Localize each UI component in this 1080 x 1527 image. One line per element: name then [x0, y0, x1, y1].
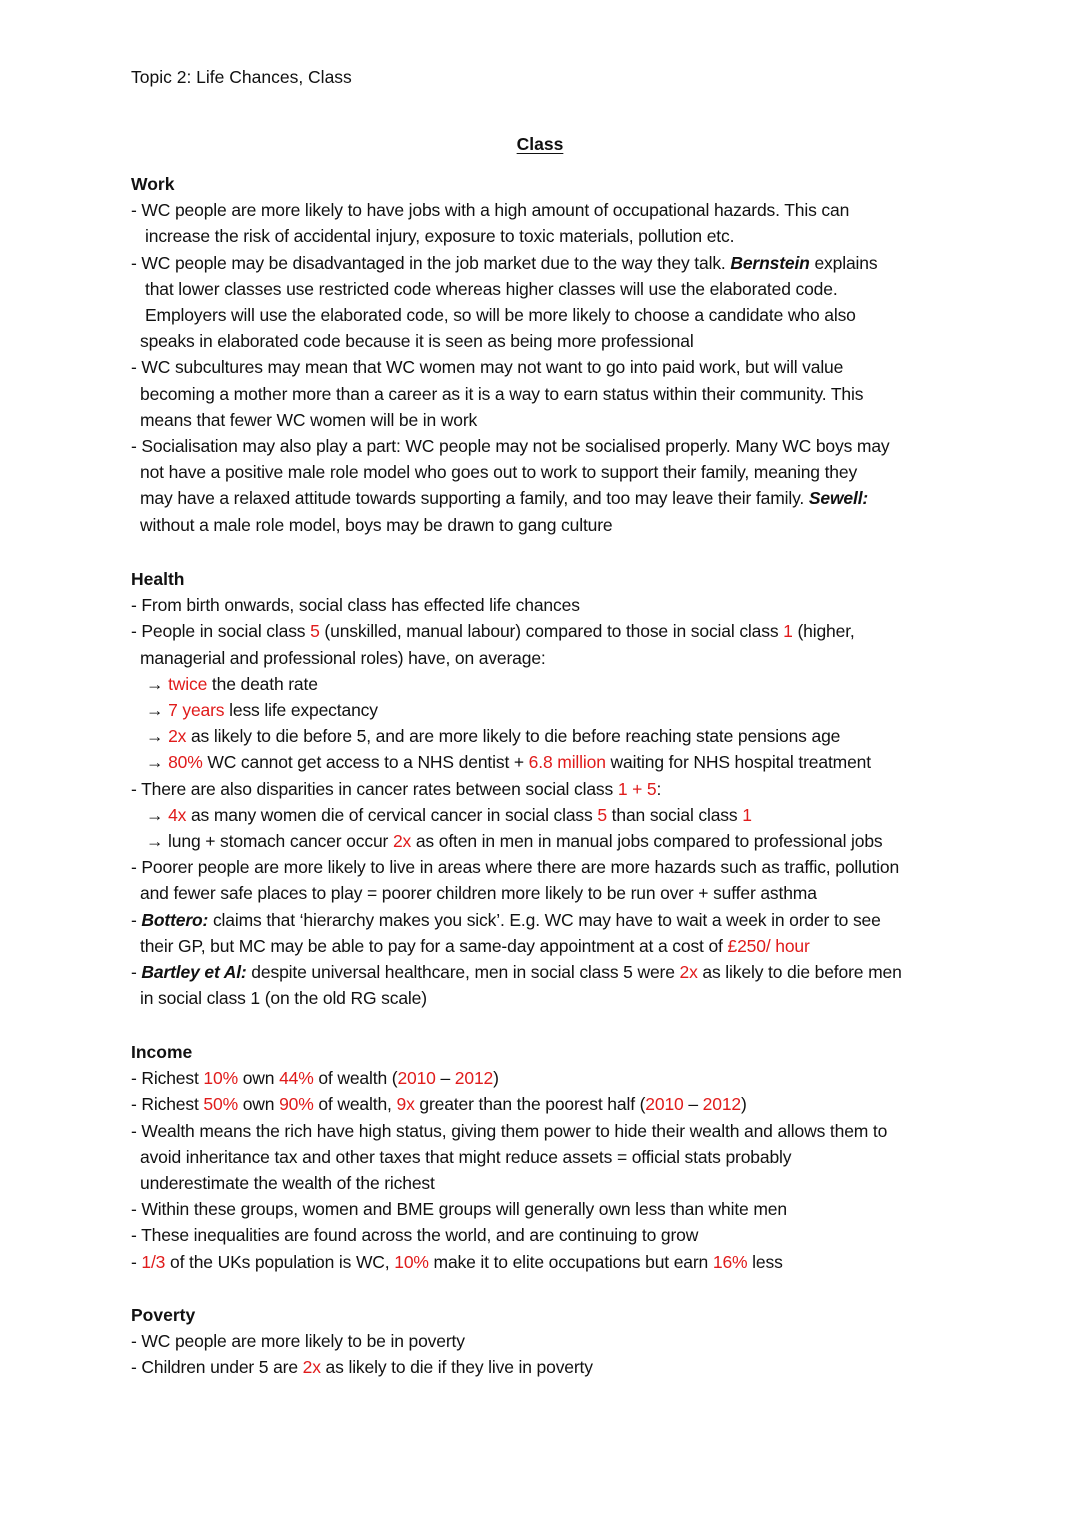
text-segment: the death rate: [207, 673, 318, 694]
text-line: [131, 961, 902, 983]
text-segment: explains: [809, 252, 878, 273]
text-line: [145, 304, 856, 326]
text-segment: as likely to die before 5, and are more likely to die before reaching state pensions age: [186, 726, 841, 747]
text-segment: - Wealth means the rich have high status, giving them power to hide their wealth and allows them to: [131, 1120, 888, 1141]
text-segment: means that fewer WC women will be in work: [140, 409, 478, 430]
section-heading: Health: [131, 569, 185, 589]
text-segment: →: [146, 804, 169, 825]
highlight-stat: 2x: [392, 831, 412, 851]
text-segment: may have a relaxed attitude towards supporting a family, and too may leave their family.: [140, 488, 809, 509]
section-heading: Poverty: [131, 1305, 196, 1325]
text-line: [131, 1330, 465, 1352]
text-line: [145, 225, 734, 247]
text-line: [145, 278, 838, 300]
text-segment: in social class 1 (on the old RG scale): [140, 988, 427, 1009]
highlight-stat: 1: [783, 621, 793, 642]
text-segment: ): [493, 1068, 499, 1089]
text-line: [131, 1093, 747, 1115]
text-line: [146, 804, 752, 826]
text-line: [131, 252, 877, 274]
text-segment: - There are also disparities in cancer rates between social class: [131, 778, 618, 799]
text-line: [140, 461, 857, 483]
text-segment: →: [146, 673, 169, 694]
text-line: [146, 699, 378, 721]
highlight-stat: 2012: [454, 1068, 494, 1089]
highlight-stat: 2x: [168, 726, 187, 747]
text-segment: → lung + stomach cancer occur: [146, 831, 393, 851]
text-line: [140, 409, 477, 431]
text-segment: that lower classes use restricted code whereas higher classes will use the elaborated code.: [145, 278, 838, 299]
text-segment: of the UKs population is WC,: [165, 1251, 395, 1272]
highlight-stat: 1: [742, 804, 752, 825]
text-line: [131, 1251, 783, 1273]
text-segment: →: [146, 700, 169, 720]
text-segment: - Richest: [131, 1068, 204, 1089]
text-line: [140, 882, 817, 904]
text-segment: - Children under 5 are: [131, 1357, 303, 1378]
page-title: [0, 133, 1080, 155]
text-segment: - Poorer people are more likely to live in areas where there are more hazards such as traffic, pollution: [131, 857, 900, 878]
text-segment: as many women die of cervical cancer in social class: [186, 804, 598, 825]
text-segment: waiting for NHS hospital treatment: [605, 752, 871, 773]
text-segment: than social class: [606, 804, 743, 825]
text-segment: ): [741, 1094, 747, 1115]
section-heading: Work: [131, 174, 175, 194]
text-segment: - Socialisation may also play a part: WC people may not be socialised properly. Many WC boys may: [131, 436, 890, 456]
text-segment: make it to elite occupations but earn: [428, 1251, 713, 1272]
text-line: [131, 199, 849, 221]
text-segment: -: [131, 962, 142, 982]
text-segment: :: [656, 778, 662, 799]
text-segment: not have a positive male role model who goes out to work to support their family, meaning they: [140, 462, 858, 483]
text-segment: - People in social class: [131, 621, 311, 642]
section-heading: Income: [131, 1042, 193, 1062]
highlight-stat: 10%: [203, 1068, 238, 1089]
text-line: [131, 594, 580, 616]
text-segment: claims that ‘hierarchy makes you sick’. E.g. WC may have to wait a week in order to see: [208, 909, 881, 930]
text-segment: speaks in elaborated code because it is seen as being more professional: [140, 331, 694, 352]
text-line: [131, 435, 890, 457]
text-segment: and fewer safe places to play = poorer children more likely to be run over + suffer asthma: [140, 883, 817, 904]
highlight-stat: 1/3: [141, 1251, 166, 1272]
text-segment: avoid inheritance tax and other taxes that might reduce assets = official stats probably: [140, 1146, 792, 1167]
text-line: [140, 514, 613, 536]
highlight-stat: 16%: [712, 1251, 748, 1272]
author-name: Bartley et Al:: [141, 962, 247, 982]
text-line: [146, 830, 883, 852]
text-segment: of wealth,: [313, 1094, 397, 1115]
text-line: [146, 673, 318, 695]
text-segment: -: [131, 909, 142, 930]
text-segment: - These inequalities are found across the world, and are continuing to grow: [131, 1225, 699, 1246]
text-line: [131, 1120, 887, 1142]
text-segment: less life expectancy: [224, 700, 378, 720]
text-segment: - WC people may be disadvantaged in the job market due to the way they talk.: [131, 252, 731, 273]
text-line: [131, 1224, 698, 1246]
highlight-stat: 2x: [302, 1357, 321, 1378]
text-segment: their GP, but MC may be able to pay for a same-day appointment at a cost of: [140, 935, 728, 956]
highlight-stat: 4x: [168, 804, 187, 825]
highlight-stat: £250/ hour: [727, 935, 810, 956]
text-segment: less: [747, 1251, 783, 1272]
highlight-stat: 2x: [679, 962, 698, 982]
text-line: [131, 909, 881, 931]
author-name: Sewell:: [808, 488, 869, 509]
highlight-stat: 44%: [279, 1068, 314, 1089]
highlight-stat: 9x: [396, 1094, 415, 1115]
text-segment: increase the risk of accidental injury, exposure to toxic materials, pollution etc.: [145, 226, 735, 247]
text-segment: - Richest: [131, 1094, 204, 1115]
text-segment: –: [435, 1068, 455, 1089]
text-segment: (higher,: [792, 621, 855, 642]
highlight-stat: 7 years: [168, 700, 225, 720]
text-line: [131, 356, 843, 378]
text-segment: –: [683, 1094, 703, 1115]
text-segment: becoming a mother more than a career as it is a way to earn status within their community. This: [140, 383, 864, 404]
text-line: [131, 856, 899, 878]
text-line: [140, 987, 427, 1009]
text-line: [131, 1067, 499, 1089]
text-line: [146, 751, 871, 773]
page-title-text: Class: [516, 134, 564, 154]
text-segment: as often in men in manual jobs compared to professional jobs: [411, 831, 883, 851]
text-segment: own: [237, 1068, 280, 1089]
text-segment: own: [237, 1094, 280, 1115]
text-line: [140, 647, 546, 669]
highlight-stat: twice: [168, 673, 208, 694]
highlight-stat: 90%: [279, 1094, 314, 1115]
highlight-stat: 10%: [394, 1251, 429, 1272]
highlight-stat: 2012: [702, 1094, 741, 1115]
text-line: [140, 330, 694, 352]
text-line: [131, 778, 661, 800]
text-line: [146, 725, 840, 747]
highlight-stat: 5: [310, 621, 320, 642]
text-segment: without a male role model, boys may be drawn to gang culture: [140, 514, 613, 535]
highlight-stat: 6.8 million: [528, 752, 606, 773]
text-segment: - WC subcultures may mean that WC women may not want to go into paid work, but will value: [131, 357, 844, 378]
text-segment: greater than the poorest half (: [414, 1094, 646, 1115]
text-segment: as likely to die if they live in poverty: [320, 1357, 593, 1378]
text-segment: despite universal healthcare, men in social class 5 were: [246, 962, 680, 982]
text-segment: -: [131, 1251, 142, 1272]
highlight-stat: 2010: [397, 1068, 436, 1089]
highlight-stat: 1 + 5: [617, 778, 657, 799]
text-line: [140, 1146, 791, 1168]
text-segment: - From birth onwards, social class has effected life chances: [131, 595, 580, 616]
text-segment: Employers will use the elaborated code, so will be more likely to choose a candidate who also: [145, 305, 856, 325]
text-line: [140, 487, 868, 509]
text-segment: underestimate the wealth of the richest: [140, 1173, 435, 1193]
highlight-stat: 50%: [203, 1094, 238, 1115]
text-segment: as likely to die before men: [697, 962, 902, 982]
highlight-stat: 80%: [168, 752, 203, 773]
text-segment: →: [146, 726, 169, 747]
text-line: [131, 620, 855, 642]
text-line: [131, 1356, 593, 1378]
text-line: [140, 383, 863, 405]
text-line: [140, 1172, 435, 1194]
text-line: [140, 935, 810, 957]
text-segment: - WC people are more likely to have jobs with a high amount of occupational hazards. This can: [131, 200, 850, 221]
text-segment: (unskilled, manual labour) compared to those in social class: [319, 621, 784, 642]
text-segment: - Within these groups, women and BME groups will generally own less than white men: [131, 1199, 787, 1220]
text-segment: - WC people are more likely to be in poverty: [131, 1331, 465, 1352]
text-line: [131, 1198, 787, 1220]
highlight-stat: 5: [597, 804, 607, 825]
text-segment: of wealth (: [313, 1068, 398, 1089]
text-segment: →: [146, 752, 169, 773]
text-segment: managerial and professional roles) have, on average:: [140, 647, 546, 668]
author-name: Bottero:: [141, 909, 209, 930]
author-name: Bernstein: [730, 252, 810, 273]
highlight-stat: 2010: [645, 1094, 684, 1115]
topic-header: Topic 2: Life Chances, Class: [131, 67, 352, 87]
text-segment: WC cannot get access to a NHS dentist +: [202, 752, 529, 773]
